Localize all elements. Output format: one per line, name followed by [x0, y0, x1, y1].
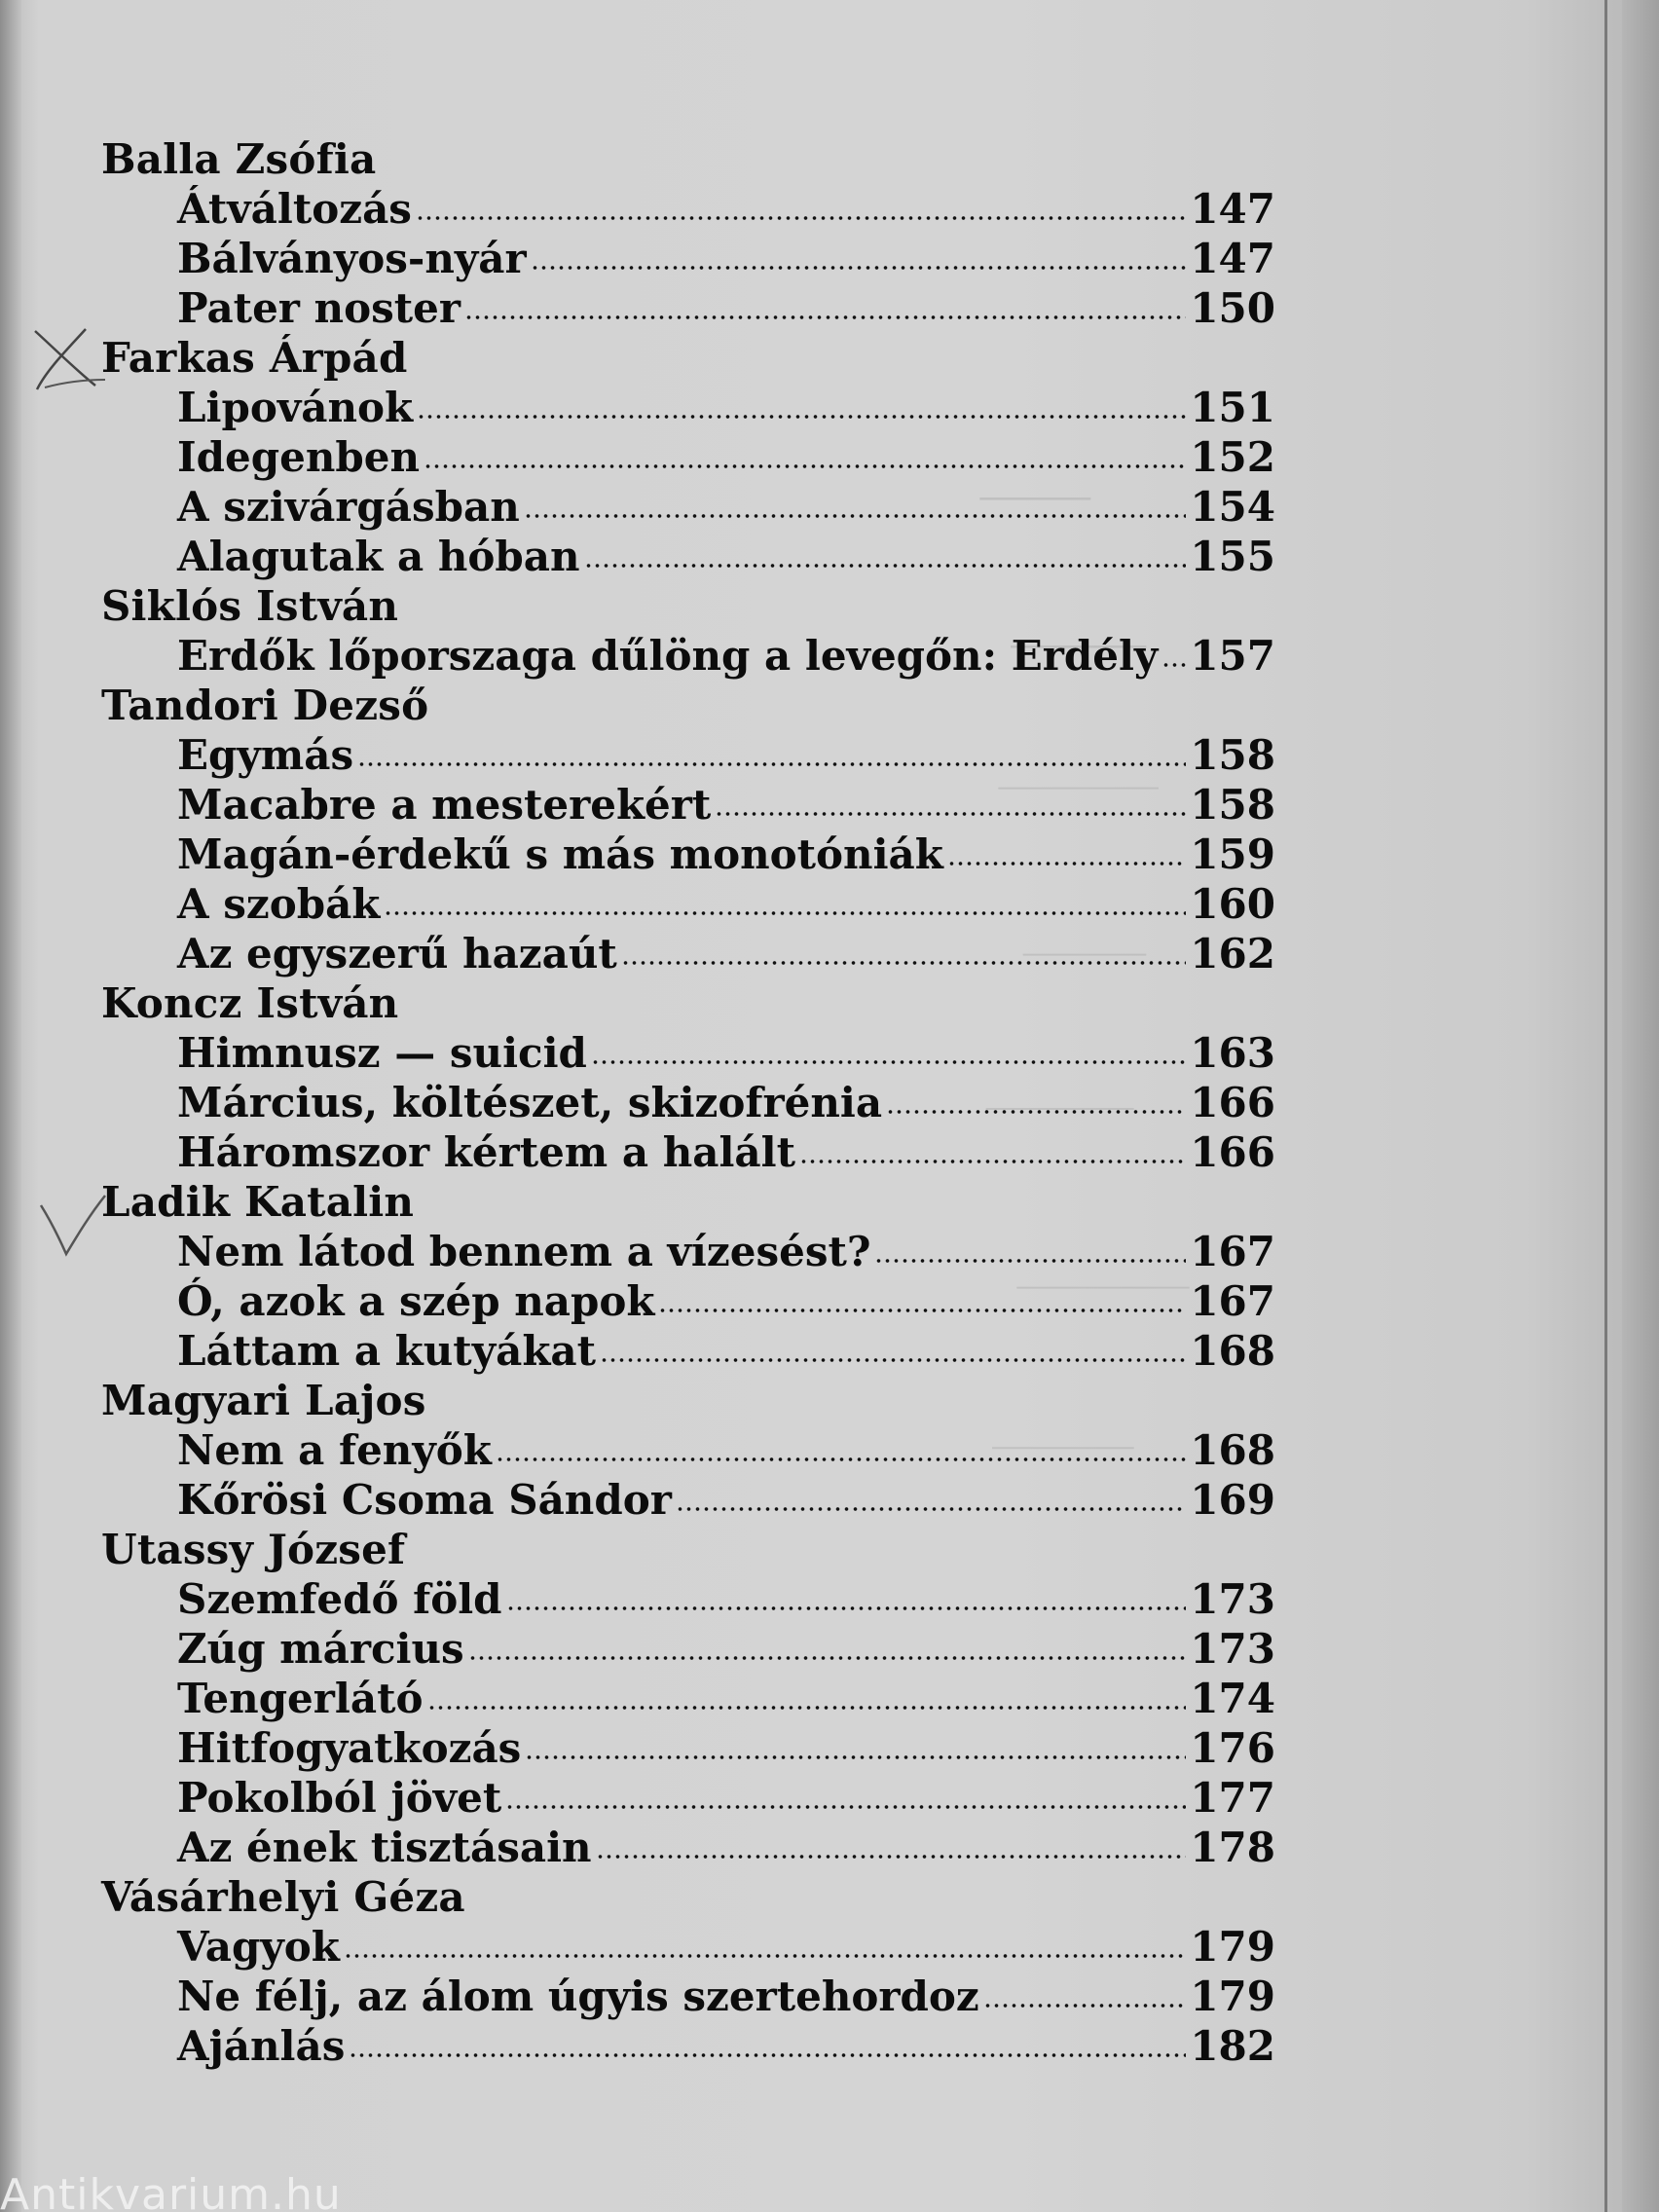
page-number: 154 [1190, 483, 1275, 531]
author-heading: Farkas Árpád [101, 334, 408, 382]
toc-entry [101, 1823, 1275, 1872]
dot-leader [1161, 661, 1186, 669]
page-number: 163 [1190, 1029, 1275, 1077]
toc-entry [101, 1972, 1275, 2021]
dot-leader [506, 1604, 1187, 1612]
dot-leader [525, 1753, 1186, 1761]
dot-leader [947, 860, 1186, 867]
poem-title: Nem látod bennem a vízesést? [177, 1228, 871, 1275]
poem-title: Magán-érdekű s más monotóniák [177, 830, 943, 878]
poem-title: A szivárgásban [177, 483, 520, 531]
poem-title: Hitfogyatkozás [177, 1724, 522, 1772]
page-number: 178 [1190, 1824, 1275, 1871]
author-heading: Siklós István [101, 582, 399, 630]
page-number: 159 [1190, 830, 1275, 878]
toc-entry [101, 1922, 1275, 1972]
poem-title: Macabre a mesterekért [177, 781, 712, 829]
poem-title: Tengerlátó [177, 1675, 424, 1722]
toc-entry [101, 1624, 1275, 1674]
poem-title: Átváltozás [177, 185, 412, 233]
author-heading: Utassy József [101, 1526, 406, 1573]
poem-title: Zúg március [177, 1625, 464, 1673]
dot-leader [715, 810, 1186, 818]
poem-title: Nem a fenyők [177, 1426, 492, 1474]
page-number: 162 [1190, 930, 1275, 977]
poem-title: Szemfedő föld [177, 1575, 502, 1623]
toc-entry [101, 1723, 1275, 1773]
dot-leader [584, 562, 1187, 570]
dot-leader [384, 909, 1186, 917]
toc-entry [101, 532, 1275, 581]
author-heading: Balla Zsófia [101, 135, 377, 183]
toc-entry [101, 879, 1275, 929]
page-number: 179 [1190, 1923, 1275, 1971]
page-number: 167 [1190, 1277, 1275, 1325]
dot-leader [874, 1257, 1186, 1265]
page-number: 147 [1190, 235, 1275, 282]
page-number: 150 [1190, 284, 1275, 332]
poem-title: Háromszor kértem a halált [177, 1128, 795, 1176]
page-number: 157 [1190, 632, 1275, 680]
poem-title: Erdők lőporszaga dűlöng a levegőn: Erdély [177, 632, 1159, 680]
poem-title: Idegenben [177, 433, 420, 481]
author-heading: Magyari Lajos [101, 1377, 426, 1424]
page-number: 182 [1190, 2022, 1275, 2070]
dot-leader [344, 1952, 1186, 1960]
poem-title: Az egyszerű hazaút [177, 930, 617, 977]
toc-entry [101, 780, 1275, 830]
poem-title: Kőrösi Csoma Sándor [177, 1476, 672, 1524]
toc-entry [101, 1475, 1275, 1525]
page-number: 166 [1190, 1128, 1275, 1176]
dot-leader [596, 1853, 1187, 1861]
toc-entry [101, 1227, 1275, 1276]
toc-entry [101, 283, 1275, 333]
toc-entry [101, 631, 1275, 681]
dot-leader [676, 1505, 1186, 1513]
poem-title: Láttam a kutyákat [177, 1327, 597, 1375]
dot-leader [464, 313, 1186, 321]
poem-title: Ajánlás [177, 2022, 346, 2070]
dot-leader [658, 1307, 1186, 1314]
toc-entry [101, 929, 1275, 978]
page-gutter-shadow [0, 0, 21, 2212]
poem-title: Az ének tisztásain [177, 1824, 592, 1871]
dot-leader [524, 512, 1187, 520]
page-number: 168 [1190, 1327, 1275, 1375]
dot-leader [357, 760, 1186, 768]
poem-title: Egymás [177, 731, 354, 779]
dot-leader [349, 2051, 1186, 2059]
toc-entry [101, 1674, 1275, 1723]
author-heading: Ladik Katalin [101, 1178, 415, 1226]
page-number: 176 [1190, 1724, 1275, 1772]
poem-title: Vagyok [177, 1923, 340, 1971]
page-number: 158 [1190, 731, 1275, 779]
poem-title: Ne félj, az álom úgyis szertehordoz [177, 1972, 979, 2020]
page-number: 169 [1190, 1476, 1275, 1524]
page-number: 177 [1190, 1774, 1275, 1822]
page-number: 160 [1190, 880, 1275, 928]
dot-leader [886, 1108, 1186, 1116]
page-number: 167 [1190, 1228, 1275, 1275]
dot-leader [600, 1356, 1186, 1364]
poem-title: Himnusz — suicid [177, 1029, 587, 1077]
dot-leader [417, 413, 1186, 421]
poem-title: Ó, azok a szép napok [177, 1277, 655, 1325]
toc-entry [101, 482, 1275, 532]
dot-leader [427, 1704, 1187, 1712]
dot-leader [496, 1456, 1186, 1463]
author-heading: Vásárhelyi Géza [101, 1873, 465, 1921]
page-number: 158 [1190, 781, 1275, 829]
toc-entry [101, 234, 1275, 283]
page-number: 174 [1190, 1675, 1275, 1722]
page-number: 166 [1190, 1079, 1275, 1126]
toc-entry [101, 184, 1275, 234]
dot-leader [505, 1803, 1186, 1811]
poem-title: Lipovánok [177, 384, 414, 431]
poem-title: Pokolból jövet [177, 1774, 502, 1822]
dot-leader [424, 462, 1186, 470]
poem-title: Alagutak a hóban [177, 533, 580, 580]
toc-entry [101, 830, 1275, 879]
poem-title: Pater noster [177, 284, 461, 332]
page-edge-line [1604, 0, 1607, 2212]
page-number: 151 [1190, 384, 1275, 431]
toc-entry [101, 1326, 1275, 1376]
toc-entry [101, 432, 1275, 482]
dot-leader [468, 1654, 1187, 1662]
poem-title: A szobák [177, 880, 381, 928]
page-number: 152 [1190, 433, 1275, 481]
page-number: 173 [1190, 1575, 1275, 1623]
page-number: 173 [1190, 1625, 1275, 1673]
author-heading: Koncz István [101, 979, 399, 1027]
poem-title: Március, költészet, skizofrénia [177, 1079, 883, 1126]
table-of-contents [101, 134, 1275, 2071]
page-number: 147 [1190, 185, 1275, 233]
dot-leader [591, 1058, 1186, 1066]
dot-leader [621, 959, 1187, 967]
page-number: 155 [1190, 533, 1275, 580]
toc-entry [101, 1773, 1275, 1823]
toc-entry [101, 730, 1275, 780]
page-edge [1622, 0, 1659, 2212]
toc-entry [101, 1127, 1275, 1177]
dot-leader [799, 1158, 1186, 1165]
pencil-check-mark [33, 1186, 111, 1264]
dot-leader [983, 2002, 1187, 2009]
watermark: Antikvarium.hu [0, 2170, 342, 2212]
dot-leader [531, 264, 1187, 272]
toc-entry [101, 1028, 1275, 1078]
toc-entry [101, 1425, 1275, 1475]
page-number: 168 [1190, 1426, 1275, 1474]
author-heading: Tandori Dezső [101, 682, 429, 729]
toc-entry [101, 1276, 1275, 1326]
toc-entry [101, 1574, 1275, 1624]
poem-title: Bálványos-nyár [177, 235, 527, 282]
toc-entry [101, 1078, 1275, 1127]
dot-leader [416, 214, 1186, 222]
toc-entry [101, 383, 1275, 432]
toc-entry [101, 2021, 1275, 2071]
page-number: 179 [1190, 1972, 1275, 2020]
